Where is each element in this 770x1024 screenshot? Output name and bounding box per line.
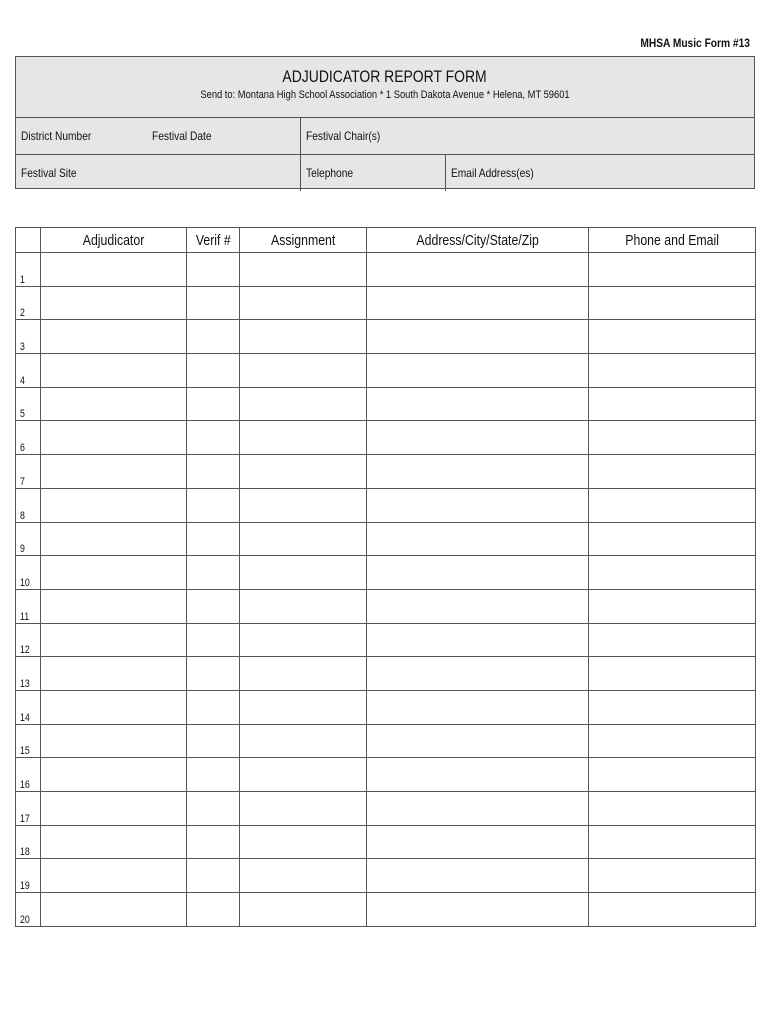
assignment-cell[interactable] [240, 792, 367, 826]
column-header-adjudicator: Adjudicator [41, 228, 187, 253]
address-cell[interactable] [367, 320, 589, 354]
assignment-cell[interactable] [240, 421, 367, 455]
column-header-phone-email: Phone and Email [589, 228, 756, 253]
header-row-2 [16, 155, 754, 191]
festival-site-label: Festival Site [21, 166, 77, 180]
table-row [16, 387, 756, 421]
table-row [16, 623, 756, 657]
phone-email-cell[interactable] [589, 556, 756, 590]
send-to-address: Send to: Montana High School Association * 1 South Dakota Avenue * Helena, MT 59601 [200, 89, 570, 101]
verif-cell[interactable] [187, 253, 240, 287]
address-cell[interactable] [367, 893, 589, 927]
table-row [16, 690, 756, 724]
header-title-block [16, 57, 754, 118]
form-number: MHSA Music Form #13 [640, 36, 750, 50]
table-row [16, 859, 756, 893]
verif-cell[interactable] [187, 421, 240, 455]
address-cell[interactable] [367, 690, 589, 724]
verif-cell[interactable] [187, 859, 240, 893]
address-cell[interactable] [367, 387, 589, 421]
assignment-cell[interactable] [240, 825, 367, 859]
column-header-verif: Verif # [187, 228, 240, 253]
assignment-cell[interactable] [240, 455, 367, 489]
row-number: 19 [16, 859, 41, 893]
adjudicator-cell[interactable] [41, 354, 187, 388]
table-row [16, 792, 756, 826]
table-row [16, 758, 756, 792]
phone-email-cell[interactable] [589, 286, 756, 320]
adjudicator-cell[interactable] [41, 893, 187, 927]
address-cell[interactable] [367, 859, 589, 893]
email-field[interactable] [446, 155, 754, 191]
assignment-cell[interactable] [240, 758, 367, 792]
table-row [16, 455, 756, 489]
column-header-address: Address/City/State/Zip [367, 228, 589, 253]
verif-cell[interactable] [187, 556, 240, 590]
assignment-cell[interactable] [240, 657, 367, 691]
adjudicator-cell[interactable] [41, 556, 187, 590]
phone-email-cell[interactable] [589, 657, 756, 691]
phone-email-cell[interactable] [589, 354, 756, 388]
table-row [16, 488, 756, 522]
address-cell[interactable] [367, 488, 589, 522]
address-cell[interactable] [367, 657, 589, 691]
address-cell[interactable] [367, 253, 589, 287]
phone-email-cell[interactable] [589, 522, 756, 556]
verif-cell[interactable] [187, 825, 240, 859]
adjudicator-cell[interactable] [41, 589, 187, 623]
telephone-field[interactable] [301, 155, 446, 191]
festival-chairs-label: Festival Chair(s) [306, 129, 381, 143]
assignment-cell[interactable] [240, 556, 367, 590]
adjudicator-cell[interactable] [41, 758, 187, 792]
address-cell[interactable] [367, 589, 589, 623]
table-row [16, 556, 756, 590]
adjudicator-table [15, 227, 756, 927]
address-cell[interactable] [367, 758, 589, 792]
row-number: 16 [16, 758, 41, 792]
column-header-assignment: Assignment [240, 228, 367, 253]
verif-cell[interactable] [187, 522, 240, 556]
assignment-cell[interactable] [240, 253, 367, 287]
verif-cell[interactable] [187, 893, 240, 927]
adjudicator-cell[interactable] [41, 253, 187, 287]
table-row [16, 657, 756, 691]
telephone-label: Telephone [306, 166, 354, 180]
phone-email-cell[interactable] [589, 758, 756, 792]
table-row [16, 354, 756, 388]
verif-cell[interactable] [187, 488, 240, 522]
row-number: 20 [16, 893, 41, 927]
adjudicator-cell[interactable] [41, 387, 187, 421]
adjudicator-cell[interactable] [41, 623, 187, 657]
adjudicator-cell[interactable] [41, 690, 187, 724]
table-row [16, 522, 756, 556]
verif-cell[interactable] [187, 455, 240, 489]
table-row [16, 320, 756, 354]
phone-email-cell[interactable] [589, 387, 756, 421]
address-cell[interactable] [367, 421, 589, 455]
row-number: 17 [16, 792, 41, 826]
row-number: 7 [16, 455, 41, 489]
verif-cell[interactable] [187, 623, 240, 657]
row-number: 9 [16, 522, 41, 556]
verif-cell[interactable] [187, 354, 240, 388]
address-cell[interactable] [367, 825, 589, 859]
phone-email-cell[interactable] [589, 253, 756, 287]
district-date-field[interactable] [16, 118, 301, 154]
assignment-cell[interactable] [240, 724, 367, 758]
row-number: 6 [16, 421, 41, 455]
address-cell[interactable] [367, 286, 589, 320]
assignment-cell[interactable] [240, 387, 367, 421]
adjudicator-cell[interactable] [41, 792, 187, 826]
phone-email-cell[interactable] [589, 589, 756, 623]
assignment-cell[interactable] [240, 859, 367, 893]
adjudicator-cell[interactable] [41, 657, 187, 691]
assignment-cell[interactable] [240, 893, 367, 927]
assignment-cell[interactable] [240, 286, 367, 320]
row-number: 11 [16, 589, 41, 623]
festival-chairs-field[interactable] [301, 118, 754, 154]
assignment-cell[interactable] [240, 354, 367, 388]
assignment-cell[interactable] [240, 488, 367, 522]
phone-email-cell[interactable] [589, 488, 756, 522]
address-cell[interactable] [367, 724, 589, 758]
verif-cell[interactable] [187, 690, 240, 724]
table-row [16, 825, 756, 859]
address-cell[interactable] [367, 792, 589, 826]
verif-cell[interactable] [187, 758, 240, 792]
email-label: Email Address(es) [451, 166, 534, 180]
row-number: 2 [16, 286, 41, 320]
row-number: 4 [16, 354, 41, 388]
adjudicator-cell[interactable] [41, 421, 187, 455]
adjudicator-cell[interactable] [41, 859, 187, 893]
row-number: 12 [16, 623, 41, 657]
adjudicator-cell[interactable] [41, 825, 187, 859]
phone-email-cell[interactable] [589, 320, 756, 354]
district-number-label: District Number [21, 129, 92, 143]
address-cell[interactable] [367, 354, 589, 388]
form-header [15, 56, 755, 189]
adjudicator-cell[interactable] [41, 320, 187, 354]
column-header-number [16, 228, 41, 253]
table-row [16, 893, 756, 927]
adjudicator-cell[interactable] [41, 488, 187, 522]
table-row [16, 589, 756, 623]
row-number: 8 [16, 488, 41, 522]
row-number: 13 [16, 657, 41, 691]
phone-email-cell[interactable] [589, 825, 756, 859]
phone-email-cell[interactable] [589, 893, 756, 927]
adjudicator-cell[interactable] [41, 455, 187, 489]
table-row [16, 286, 756, 320]
phone-email-cell[interactable] [589, 455, 756, 489]
header-row-1 [16, 118, 754, 155]
row-number: 3 [16, 320, 41, 354]
verif-cell[interactable] [187, 589, 240, 623]
verif-cell[interactable] [187, 286, 240, 320]
table-header-row [16, 228, 756, 253]
address-cell[interactable] [367, 556, 589, 590]
festival-date-label: Festival Date [151, 129, 212, 143]
verif-cell[interactable] [187, 724, 240, 758]
verif-cell[interactable] [187, 387, 240, 421]
phone-email-cell[interactable] [589, 859, 756, 893]
row-number: 14 [16, 690, 41, 724]
assignment-cell[interactable] [240, 690, 367, 724]
row-number: 15 [16, 724, 41, 758]
phone-email-cell[interactable] [589, 690, 756, 724]
verif-cell[interactable] [187, 657, 240, 691]
phone-email-cell[interactable] [589, 623, 756, 657]
phone-email-cell[interactable] [589, 792, 756, 826]
assignment-cell[interactable] [240, 589, 367, 623]
row-number: 1 [16, 253, 41, 287]
address-cell[interactable] [367, 455, 589, 489]
assignment-cell[interactable] [240, 320, 367, 354]
address-cell[interactable] [367, 623, 589, 657]
adjudicator-cell[interactable] [41, 522, 187, 556]
table-row [16, 421, 756, 455]
adjudicator-cell[interactable] [41, 286, 187, 320]
assignment-cell[interactable] [240, 623, 367, 657]
phone-email-cell[interactable] [589, 421, 756, 455]
address-cell[interactable] [367, 522, 589, 556]
festival-site-field[interactable] [16, 155, 301, 191]
row-number: 10 [16, 556, 41, 590]
table-row [16, 724, 756, 758]
row-number: 5 [16, 387, 41, 421]
row-number: 18 [16, 825, 41, 859]
assignment-cell[interactable] [240, 522, 367, 556]
verif-cell[interactable] [187, 320, 240, 354]
phone-email-cell[interactable] [589, 724, 756, 758]
page-title: ADJUDICATOR REPORT FORM [282, 67, 488, 86]
table-row [16, 253, 756, 287]
verif-cell[interactable] [187, 792, 240, 826]
adjudicator-cell[interactable] [41, 724, 187, 758]
